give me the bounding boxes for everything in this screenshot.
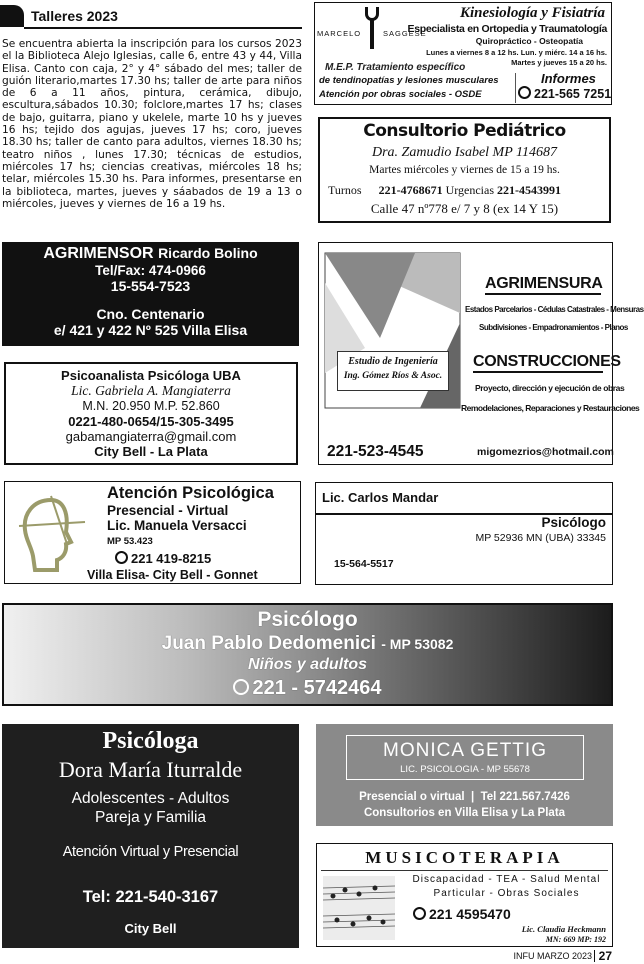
whatsapp-icon xyxy=(413,907,426,920)
mangiaterra-mn: M.N. 20.950 M.P. 52.860 xyxy=(82,399,220,413)
musico-title: MUSICOTERAPIA xyxy=(365,848,564,867)
agrimensura-email[interactable]: migomezrios@hotmail.com xyxy=(477,446,614,458)
kinesio-obras: Atención por obras sociales - OSDE xyxy=(319,89,482,100)
kinesio-specialty: Especialista en Ortopedia y Traumatología xyxy=(407,23,607,35)
music-staff-icon xyxy=(323,876,395,940)
construcciones-desc1: Proyecto, dirección y ejecución de obras xyxy=(475,383,625,393)
versacci-ad xyxy=(4,481,301,584)
dedomenici-sub: Niños y adultos xyxy=(247,656,368,673)
kinesio-quiro: Quiropráctico - Osteopatía xyxy=(475,36,583,46)
turnos-phone: 221-4768671 xyxy=(378,183,443,197)
talleres-title: Talleres 2023 xyxy=(31,8,118,24)
dedomenici-name-line xyxy=(4,633,611,655)
mangiaterra-title: Psicoanalista Psicóloga UBA xyxy=(61,368,241,383)
versacci-phone xyxy=(115,551,211,566)
pediatrico-doctor: Dra. Zamudio Isabel MP 114687 xyxy=(372,145,557,160)
talleres-rule xyxy=(24,27,302,29)
kinesio-phone xyxy=(518,86,611,101)
logo-right-text: SAGGESE xyxy=(383,29,427,38)
musico-l2: Particular - Obras Sociales xyxy=(433,888,580,899)
versacci-phone-text: 221 419-8215 xyxy=(131,551,212,566)
iturralde-mode: Atención Virtual y Presencial xyxy=(62,844,239,860)
mangiaterra-place: City Bell - La Plata xyxy=(94,444,208,459)
footer-text: INFU MARZO 2023 xyxy=(513,951,592,961)
kinesio-mep2: de tendinopatías y lesiones musculares xyxy=(319,75,499,86)
dedomenici-phone-text: 221 - 5742464 xyxy=(252,677,382,699)
whatsapp-icon xyxy=(115,551,128,564)
whatsapp-icon xyxy=(518,86,531,99)
kinesio-phone-text: 221-565 7251 xyxy=(534,87,612,101)
bolino-address1: Cno. Centenario xyxy=(96,306,205,322)
agrimensura-rule xyxy=(485,293,601,295)
mangiaterra-ad xyxy=(4,362,298,465)
urgencias-phone: 221-4543991 xyxy=(497,183,562,197)
mandar-mp: MP 52936 MN (UBA) 33345 xyxy=(475,532,606,544)
mandar-ad xyxy=(315,482,613,585)
section-marker xyxy=(0,5,24,27)
bolino-address2: e/ 421 y 422 Nº 525 Villa Elisa xyxy=(53,322,248,338)
kinesio-informes: Informes xyxy=(541,71,596,86)
bolino-phone: 15-554-7523 xyxy=(110,278,191,294)
musico-phone-text: 221 4595470 xyxy=(429,906,511,922)
pediatrico-address: Calle 47 nº778 e/ 7 y 8 (ex 14 Y 15) xyxy=(370,201,559,216)
kinesio-hours1: Lunes a viernes 8 a 12 hs. Lun. y miérc. 14 a 16 hs. xyxy=(426,48,607,57)
mandar-phone: 15-564-5517 xyxy=(334,558,394,570)
kinesio-title: Kinesiología y Fisiatría xyxy=(459,5,605,21)
estudio-line1: Estudio de Ingeniería xyxy=(348,356,438,367)
musico-phone xyxy=(413,906,511,922)
logo-left-text: MARCELO xyxy=(317,29,362,38)
dedomenici-name: Juan Pablo Dedomenici xyxy=(161,633,376,654)
construcciones-rule xyxy=(473,371,603,373)
bolino-telfax: Tel/Fax: 474-0966 xyxy=(95,263,206,278)
bolino-title xyxy=(2,245,299,263)
whatsapp-icon xyxy=(233,679,249,695)
dedomenici-mp: - MP 53082 xyxy=(381,636,454,652)
bolino-title-b: Ricardo Bolino xyxy=(158,245,258,261)
agrimensura-ad xyxy=(318,242,644,465)
logo-figure-icon xyxy=(363,7,381,51)
iturralde-place: City Bell xyxy=(124,921,177,936)
bolino-title-a: AGRIMENSOR xyxy=(43,245,154,262)
construcciones-desc2: Remodelaciones, Reparaciones y Restauraciones xyxy=(461,403,640,413)
iturralde-l1: Adolescentes - Adultos xyxy=(71,790,230,807)
page-number: 27 xyxy=(598,949,612,963)
versacci-mp: MP 53.423 xyxy=(107,536,153,547)
iturralde-l2: Pareja y Familia xyxy=(94,809,207,826)
estudio-line2: Ing. Gómez Ríos & Asoc. xyxy=(343,371,443,381)
gettig-name: MONICA GETTIG xyxy=(383,740,547,761)
kinesio-mep1: M.E.P. Tratamiento específico xyxy=(325,62,466,73)
agrimensura-title: AGRIMENSURA xyxy=(485,275,603,292)
iturralde-title: Psicóloga xyxy=(102,728,199,754)
gettig-ad xyxy=(316,724,613,826)
musicoterapia-ad xyxy=(316,843,613,947)
footer xyxy=(0,949,616,964)
agrimensura-phone: 221-523-4545 xyxy=(327,443,424,460)
kinesio-divider xyxy=(515,73,516,103)
agrimensura-desc2: Subdivisiones - Empadronamientos - Planos xyxy=(479,323,628,332)
pediatrico-title: Consultorio Pediátrico xyxy=(363,121,566,141)
mandar-name: Lic. Carlos Mandar xyxy=(322,490,439,505)
dedomenici-phone xyxy=(4,677,611,700)
musico-name: Lic. Claudia Heckmann xyxy=(521,924,606,934)
construcciones-title: CONSTRUCCIONES xyxy=(473,353,621,370)
versacci-mode: Presencial - Virtual xyxy=(107,503,229,518)
turnos-label: Turnos xyxy=(328,183,362,197)
talleres-section xyxy=(0,0,304,232)
mandar-role: Psicólogo xyxy=(541,515,606,530)
urgencias-label: Urgencias xyxy=(445,183,495,197)
head-silhouette-icon xyxy=(11,494,91,574)
dedomenici-title: Psicólogo xyxy=(257,608,358,631)
mangiaterra-phones: 0221-480-0654/15-305-3495 xyxy=(68,414,234,429)
pediatrico-turnos xyxy=(328,183,561,198)
versacci-title: Atención Psicológica xyxy=(107,484,274,502)
kinesiologia-ad xyxy=(314,2,612,105)
gettig-l2: Consultorios en Villa Elisa y La Plata xyxy=(363,807,566,819)
pediatrico-ad xyxy=(318,117,611,223)
pediatrico-days: Martes miércoles y viernes de 15 a 19 hs. xyxy=(369,164,560,176)
iturralde-ad xyxy=(2,724,299,948)
iturralde-name: Dora María Iturralde xyxy=(58,757,243,782)
kinesio-hours2: Martes y jueves 15 a 20 hs. xyxy=(511,58,607,67)
footer-divider xyxy=(594,950,595,962)
iturralde-phone: Tel: 221-540-3167 xyxy=(82,888,219,906)
bolino-ad xyxy=(2,242,299,346)
gettig-l1: Presencial o virtual | Tel 221.567.7426 xyxy=(359,791,570,803)
mangiaterra-name: Lic. Gabriela A. Mangiaterra xyxy=(71,383,231,398)
dedomenici-ad xyxy=(2,603,613,706)
mangiaterra-email[interactable]: gabamangiaterra@gmail.com xyxy=(65,429,237,444)
agrimensura-desc1: Estados Parcelarios - Cédulas Catastrales - Mensuras xyxy=(465,305,644,314)
gettig-lic: LIC. PSICOLOGIA - MP 55678 xyxy=(400,764,530,775)
talleres-body: Se encuentra abierta la inscripción para los cursos 2023 el la Biblioteca Alejo Iglesias, calle 6, entre 43 y 44, Villa Elisa. Canto con caja, 2° y 4° sábado del mes; taller de guión literario,martes 17.30 hs; taller de arte para niños de 6 a 11 años, pintura, cerámica, dibujo, escultura,sábados 10.30; folclore,martes 17 hs; clases de bajo, guitarra, piano y ukelele, marte 10 hs y jueves 16 hs; tejido dos agujas, jueves 17 hs; coro, jueves 18.30 hs; taller de canto para adultos, viernes 18.30 hs; teatro niños , lunes 17.30; técnicas de estudios, miércoles 17 hs; ciencias creativas, miércoles 18 hs; telar, miércoles 15.30 hs. Para informes, presentarse en la biblioteca, martes, jueves y sáabados de 19 a 13 o miércoles, jueves y viernes de 16 a 19 hs. xyxy=(2,38,302,210)
musico-l1: Discapacidad - TEA - Salud Mental xyxy=(412,874,601,885)
musico-rule xyxy=(321,870,608,871)
musico-mn: MN: 669 MP: 192 xyxy=(545,935,606,944)
versacci-name: Lic. Manuela Versacci xyxy=(107,518,247,533)
versacci-place: Villa Elisa- City Bell - Gonnet xyxy=(87,568,258,582)
